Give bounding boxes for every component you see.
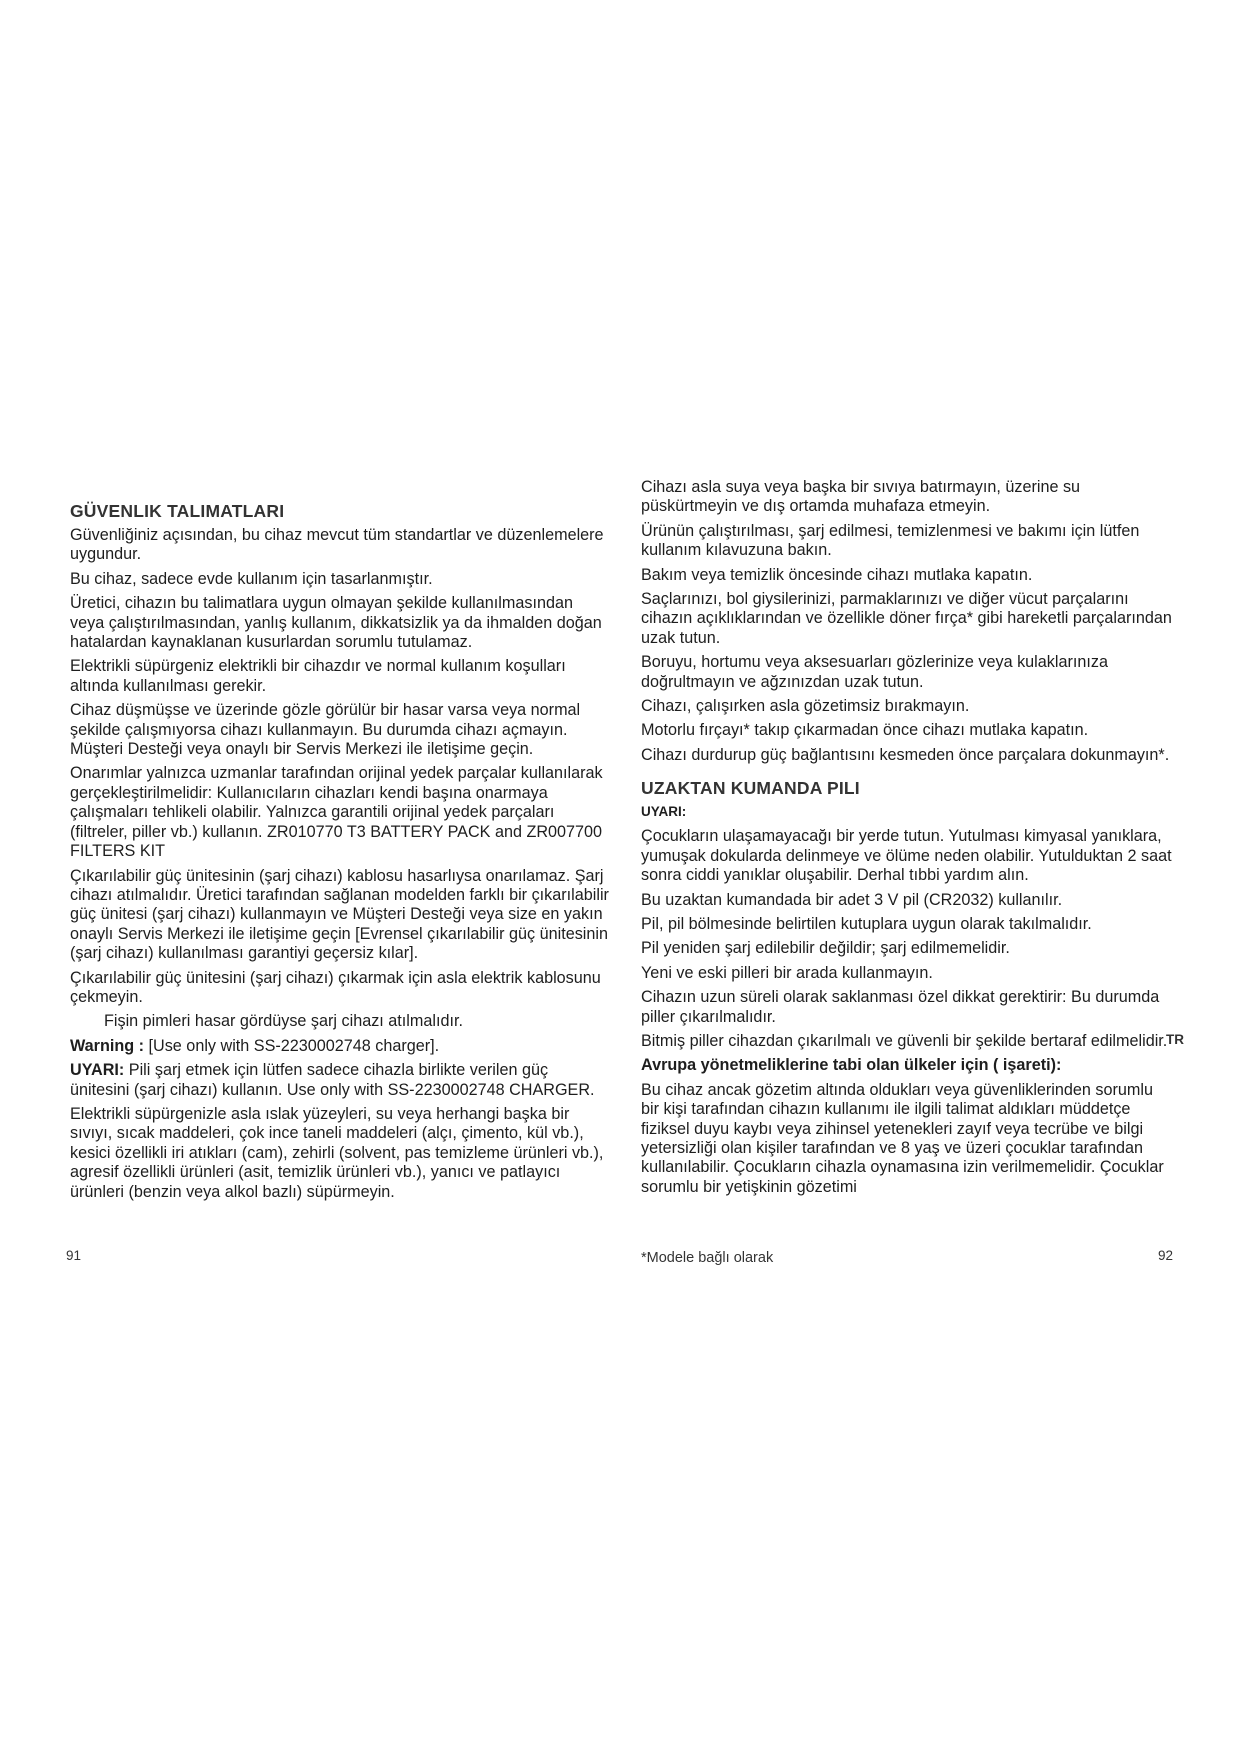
remote-battery-heading: UZAKTAN KUMANDA PILI [641,778,860,799]
warning-text: [Use only with SS-2230002748 charger]. [144,1036,440,1055]
paragraph: Güvenliğiniz açısından, bu cihaz mevcut tüm standartlar ve düzenlemelere uygundur. [70,526,604,564]
paragraph: Çıkarılabilir güç ünitesini (şarj cihazı) çıkarmak için asla elektrik kablosunu çekmeyin. [70,968,601,1006]
paragraph: Pil, pil bölmesinde belirtilen kutuplara uygun olarak takılmalıdır. [641,914,1092,933]
paragraph: Cihaz düşmüşse ve üzerinde gözle görülür bir hasar varsa veya normal şekilde çalışmıyorsa cihazı kullanmayın. Bu durumda cihazı açmayın. Müşteri Desteği veya onaylı bir Servis Merkezi ile iletişime geçin. [70,701,581,759]
uyari-paragraph [70,1061,610,1100]
paragraph: Ürünün çalıştırılması, şarj edilmesi, temizlenmesi ve bakımı için lütfen kullanım kılavuzuna bakın. [641,521,1140,560]
uyari-label: UYARI: [70,1061,125,1080]
right-page-column [641,478,1173,1202]
paragraph: Çocukların ulaşamayacağı bir yerde tutun. Yutulması kimyasal yanıklara, yumuşak dokularda delinmeye ve ölüme neden olabilir. Yutulduktan 2 saat sonra ciddi yanıklar oluşabilir. Derhal tıbbi yardım alın. [641,827,1172,885]
paragraph: Elektrikli süpürgeniz elektrikli bir cihazdır ve normal kullanım koşulları altında kullanılması gerekir. [70,657,566,695]
left-page-column [70,500,610,1207]
paragraph: Onarımlar yalnızca uzmanlar tarafından orijinal yedek parçalar kullanılarak gerçekleştirilmelidir: Kullanıcıların cihazları kendi başına onarmaya çalışmaları tehlikeli olabilir. Yalnızca garantili orijinal yedek parçaları (filtreler, piller vb.) kullanın. ZR010770 T3 BATTERY PACK and ZR007700 FILTERS KIT [70,764,603,861]
paragraph: Saçlarınızı, bol giysilerinizi, parmaklarınızı ve diğer vücut parçalarını cihazın açıklıklarından ve özellikle döner fırça* gibi hareketli parçalarından uzak tutun. [641,590,1172,647]
language-tag: TR [1166,1032,1184,1047]
paragraph: Yeni ve eski pilleri bir arada kullanmayın. [641,963,933,982]
paragraph: Bu cihaz, sadece evde kullanım için tasarlanmıştır. [70,569,433,588]
safety-heading: GÜVENLIK TALIMATLARI [70,501,285,521]
paragraph: Cihazı asla suya veya başka bir sıvıya batırmayın, üzerine su püskürtmeyin ve dış ortamda muhafaza etmeyin. [641,478,1081,516]
paragraph: Bakım veya temizlik öncesinde cihazı mutlaka kapatın. [641,565,1033,584]
paragraph: Bitmiş piller cihazdan çıkarılmalı ve güvenli bir şekilde bertaraf edilmelidir. [641,1031,1168,1050]
warning-paragraph [70,1037,610,1056]
paragraph: Motorlu fırçayı* takıp çıkarmadan önce cihazı mutlaka kapatın. [641,721,1089,740]
eu-regulations-heading: Avrupa yönetmeliklerine tabi olan ülkeler için ( işareti): [641,1056,1062,1075]
paragraph: Cihazı durdurup güç bağlantısını kesmeden önce parçalara dokunmayın*. [641,745,1170,764]
paragraph: Elektrikli süpürgenizle asla ıslak yüzeyleri, su veya herhangi başka bir sıvıyı, sıcak maddeleri, çok ince taneli maddeleri (alçı, çimento, kül vb.), kesici özellikli iri atıkları (cam), zehirli (solvent, pas temizleme ürünleri vb.), agresif özellikli ürünleri (asit, temizlik ürünleri vb.), yanıcı ve patlayıcı ürünleri (benzin veya alkol bazlı) süpürmeyin. [70,1104,604,1201]
page-number-left: 91 [66,1248,82,1263]
paragraph: Pil yeniden şarj edilebilir değildir; şarj edilmemelidir. [641,939,1010,958]
paragraph: Bu uzaktan kumandada bir adet 3 V pil (CR2032) kullanılır. [641,890,1063,909]
uyari-text: Pili şarj etmek için lütfen sadece cihazla birlikte verilen güç ünitesini (şarj cihazı) kullanın. Use only with SS-2230002748 CHARGER. [70,1061,595,1099]
footnote: *Modele bağlı olarak [641,1250,774,1266]
warning-label: Warning : [70,1036,145,1055]
paragraph: Fişin pimleri hasar gördüyse şarj cihazı atılmalıdır. [104,1012,463,1031]
paragraph: Çıkarılabilir güç ünitesinin (şarj cihazı) kablosu hasarlıysa onarılamaz. Şarj cihazı atılmalıdır. Üretici tarafından sağlanan modelden farklı bir çıkarılabilir güç ünitesi (şarj cihazı) kullanmayın ve Müşteri Desteği veya size en yakın onaylı Servis Merkezi ile iletişime geçin [Evrensel çıkarılabilir güç ünitesinin (şarj cihazı) kullanılması garantiyi geçersiz kılar]. [70,866,609,963]
page-number-right: 92 [1158,1248,1174,1263]
paragraph: Cihazın uzun süreli olarak saklanması özel dikkat gerektirir: Bu durumda piller çıkarılmalıdır. [641,988,1160,1026]
paragraph: Cihazı, çalışırken asla gözetimsiz bırakmayın. [641,697,970,716]
paragraph: Üretici, cihazın bu talimatlara uygun olmayan şekilde kullanılmasından veya çalıştırılmasından, yanlış kullanım, dikkatsizlik ya da ihmalden doğan hatalardan kaynaklanan kusurlardan sorumlu tutulamaz. [70,594,602,652]
warning-subheading: UYARI: [641,804,687,820]
paragraph: Boruyu, hortumu veya aksesuarları gözlerinize veya kulaklarınıza doğrultmayın ve ağzınızdan uzak tutun. [641,653,1108,691]
paragraph: Bu cihaz ancak gözetim altında oldukları veya güvenliklerinden sorumlu bir kişi tarafından cihazın kullanımı ile ilgili talimat aldıkları müddetçe fiziksel duyu kaybı veya zihinsel yetenekleri zayıf veya tecrübe ve bilgi yetersizliği olan kişiler tarafından ve 8 yaş ve üzeri çocuklar tarafından kullanılabilir. Çocukların cihazla oynamasına izin verilmemelidir. Çocuklar sorumlu bir yetişkinin gözetimi [641,1080,1164,1196]
